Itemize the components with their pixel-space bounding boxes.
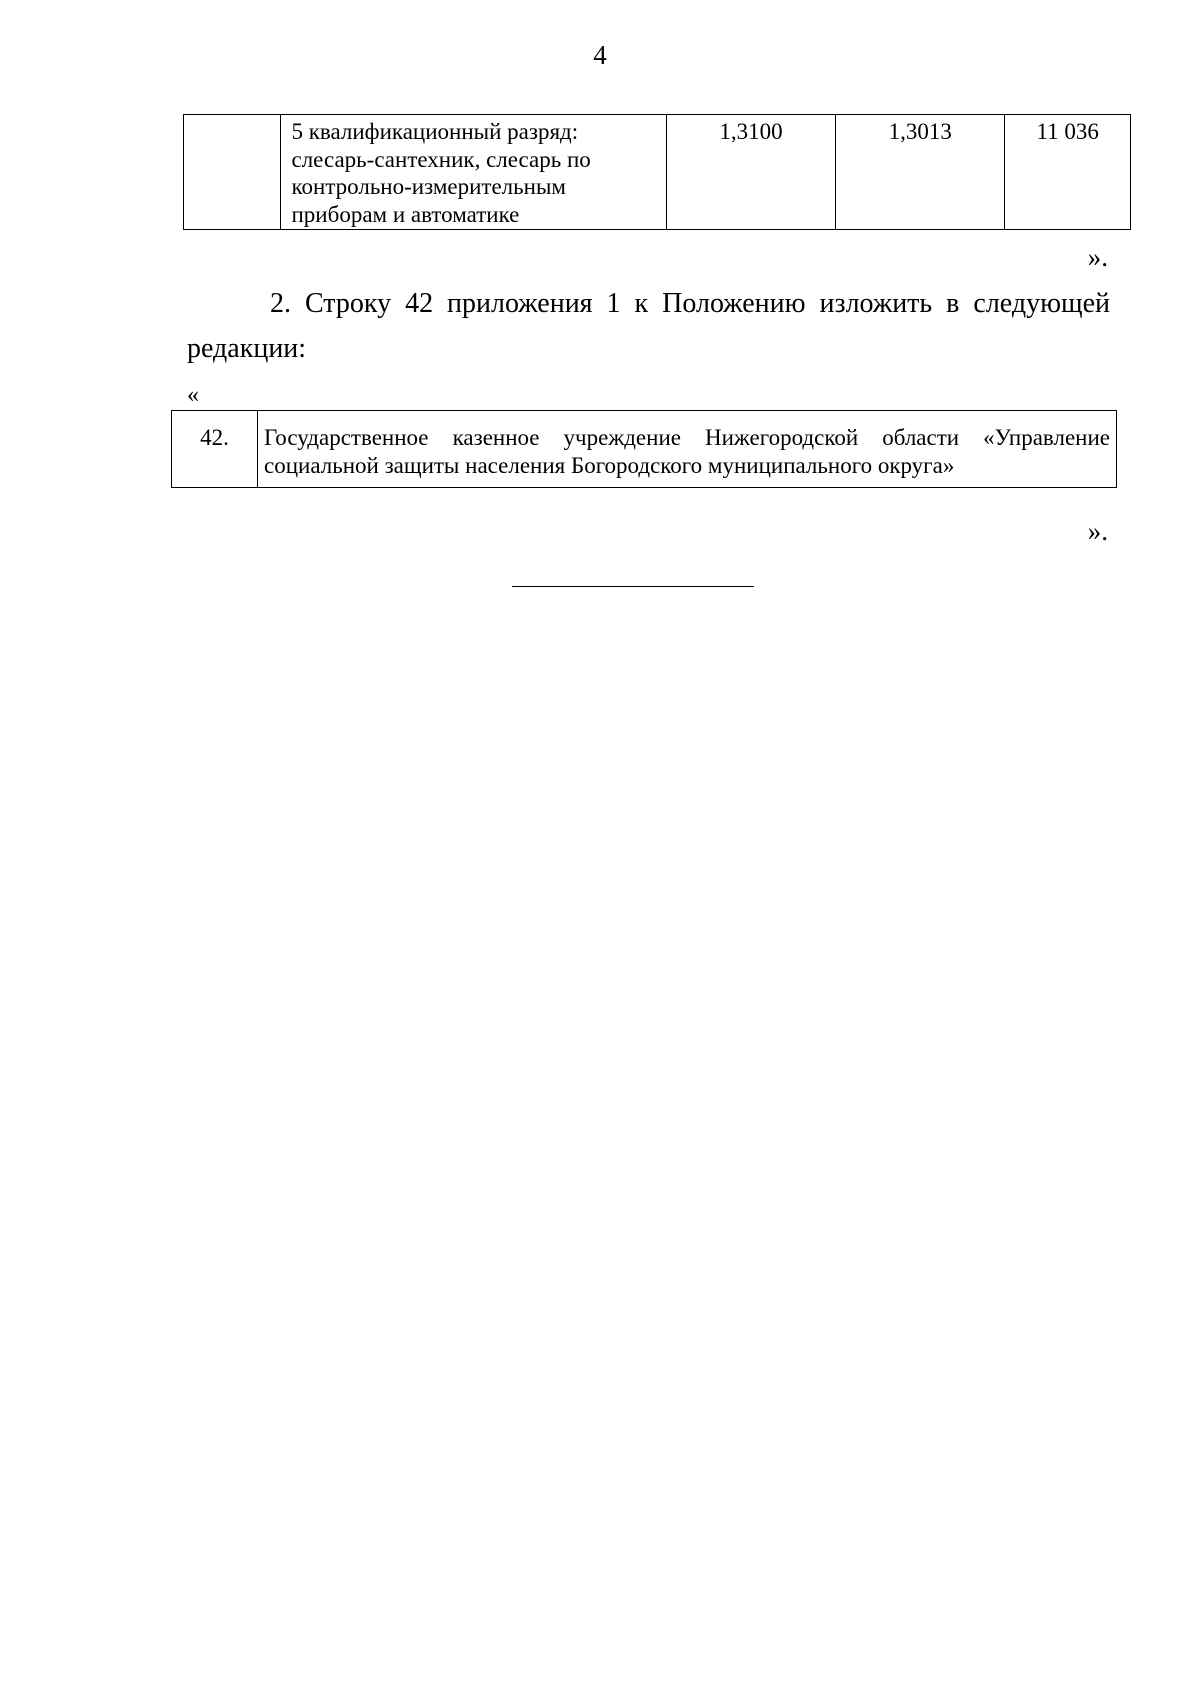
page-number: 4	[593, 40, 607, 70]
paragraph-item-2	[187, 280, 1110, 328]
table-cell-number	[184, 115, 281, 230]
institution-line: социальной защиты населения Богородского муниципального округа»	[264, 453, 955, 478]
opening-quote: «	[187, 382, 199, 408]
separator-line	[512, 586, 754, 587]
table-row	[184, 115, 1131, 230]
paragraph-continuation: редакции:	[187, 333, 307, 364]
description-line: контрольно-измерительным	[291, 174, 566, 199]
positions-table	[183, 114, 1131, 230]
table-cell-value-2: 1,3013	[836, 115, 1005, 230]
description-line: 5 квалификационный разряд:	[291, 119, 579, 144]
table-cell-description	[280, 115, 666, 230]
table-cell-number: 42.	[172, 411, 258, 488]
description-line: приборам и автоматике	[291, 201, 520, 227]
table-row	[172, 411, 1117, 488]
closing-quote: ».	[1087, 242, 1108, 272]
table-cell-value-1: 1,3100	[666, 115, 835, 230]
paragraph-line: 2. Строку 42 приложения 1 к Положению изложить в следующей	[270, 288, 1110, 319]
table-cell-value-3: 11 036	[1005, 115, 1131, 230]
description-line: слесарь-сантехник, слесарь по	[291, 146, 591, 172]
table-cell-institution	[258, 411, 1117, 488]
institution-table	[171, 410, 1117, 488]
institution-line: Государственное казенное учреждение Нижегородской области «Управление	[264, 425, 1110, 450]
closing-quote: ».	[1087, 516, 1108, 546]
